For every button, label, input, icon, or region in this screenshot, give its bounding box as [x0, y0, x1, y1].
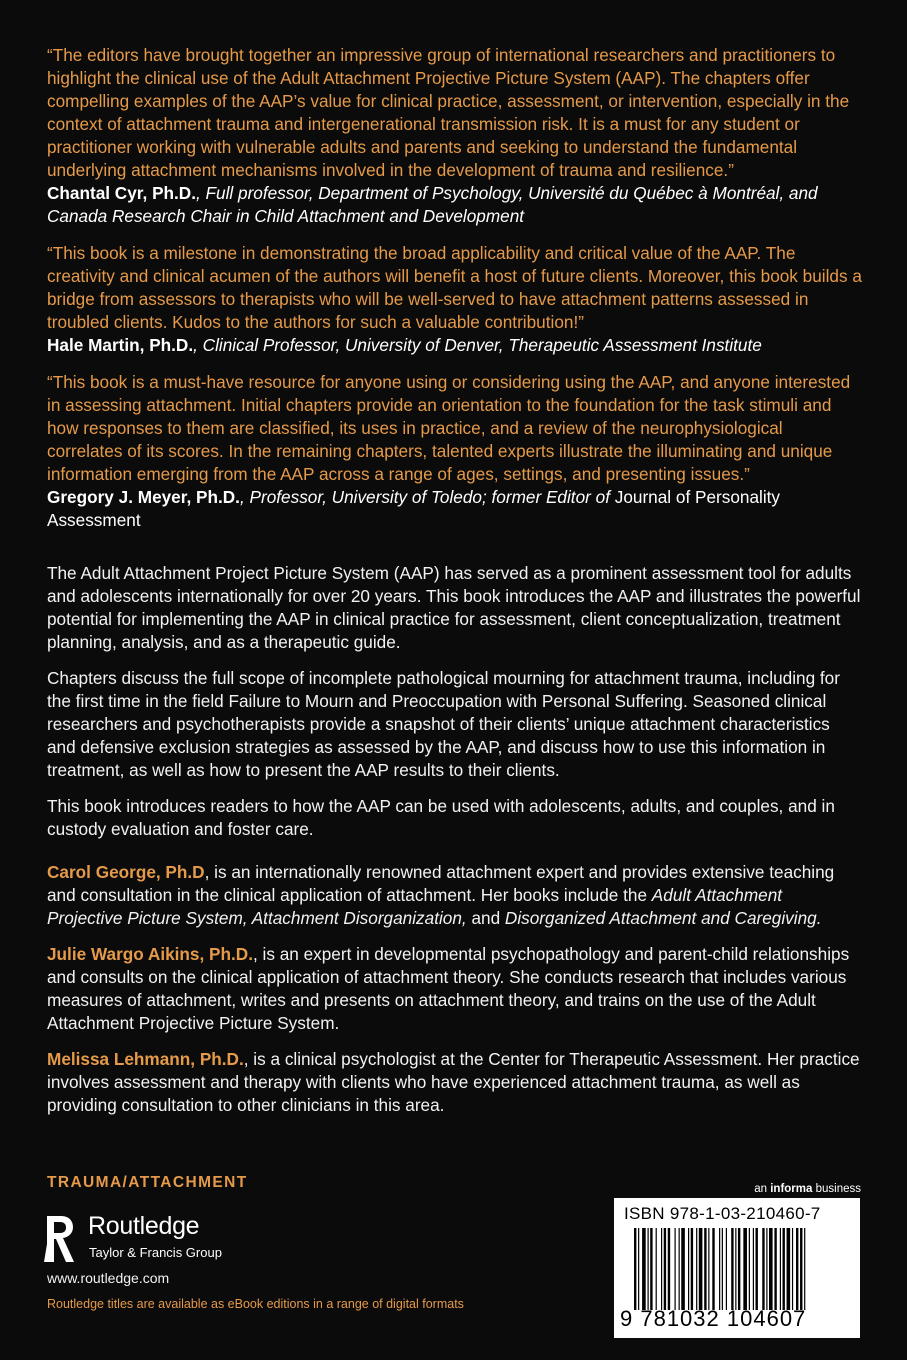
barcode-digits: 9 781032 104607: [620, 1306, 807, 1331]
blurb-journal: Journal of Personality Assessment: [47, 487, 781, 530]
barcode-bar: [679, 1228, 680, 1310]
description-paragraph: The Adult Attachment Project Picture System (AAP) has served as a prominent assessment tool for adults and adolescents internationally for over 20 years. This book introduces the AAP and illustrates the powerful potential for implementing the AAP in clinical practice for assessment, client conceptualization, treatment planning, analysis, and as a therapeutic guide.: [47, 563, 861, 652]
informa-brand: informa: [770, 1183, 813, 1195]
author-bio-text: , is an expert in developmental psychopathology and parent-child relationships and consults on the clinical application of attachment theory. She conducts research that includes various measures of attachment, writes and presents on attachment theory, and trains on the use of the Adult Attachment Projective Picture System.: [47, 944, 850, 1033]
barcode-bar: [796, 1228, 798, 1310]
barcode-bar: [650, 1228, 652, 1310]
barcode-bar: [691, 1228, 693, 1310]
author-bio-text: , is an internationally renowned attachment expert and provides extensive teaching and consultation in the clinical application of attachment. Her books include the: [47, 862, 835, 905]
barcode-bar: [749, 1228, 750, 1310]
blurb-author: Chantal Cyr, Ph.D.: [47, 183, 196, 203]
publisher-group: Taylor & Francis Group: [89, 1245, 222, 1260]
barcode-bar: [699, 1228, 703, 1310]
barcode-bar: [634, 1228, 636, 1310]
barcode: [614, 1198, 860, 1338]
barcode-bar: [648, 1228, 649, 1310]
barcode-bar: [726, 1228, 727, 1310]
description-paragraph: Chapters discuss the full scope of incomplete pathological mourning for attachment trauma, including for the first time in the field Failure to Mourn and Preoccupation with Personal Suffering. Seasoned clinical researchers and psychotherapists provide a snapshot of their clients’ unique attachment characteristics and defensive exclusion strategies as assessed by the AAP, and discuss how to use this information in treatment, as well as how to present the AAP results to their clients.: [47, 668, 840, 780]
author-name: Melissa Lehmann, Ph.D.: [47, 1049, 244, 1069]
isbn-label: ISBN 978-1-03-210460-7: [624, 1204, 821, 1223]
barcode-bar: [735, 1228, 736, 1310]
description-paragraph: This book introduces readers to how the AAP can be used with adolescents, adults, and couples, and in custody evaluation and foster care.: [47, 796, 835, 839]
author-bio-text: and: [466, 908, 505, 928]
blurb-attribution: [47, 334, 862, 357]
blurb-author: Hale Martin, Ph.D.: [47, 335, 194, 355]
informa-tagline: [754, 1183, 861, 1195]
publisher-name: Routledge: [88, 1212, 200, 1240]
publisher-website[interactable]: www.routledge.com: [47, 1270, 170, 1286]
barcode-bar: [762, 1228, 764, 1310]
barcode-bar: [638, 1228, 639, 1310]
routledge-logo-icon: [44, 1214, 76, 1264]
blurb-1: [47, 44, 862, 228]
barcode-bar: [774, 1228, 776, 1310]
informa-suffix: business: [812, 1183, 861, 1195]
barcode-bar: [664, 1228, 666, 1310]
barcode-bar: [688, 1228, 689, 1310]
barcode-bar: [787, 1228, 791, 1310]
barcode-bar: [708, 1228, 709, 1310]
author-bio: [47, 943, 862, 1035]
barcode-bar: [668, 1228, 670, 1310]
book-title: Disorganized Attachment and Caregiving.: [504, 908, 822, 928]
barcode-bar: [792, 1228, 793, 1310]
back-cover-content: [47, 44, 862, 1130]
blurb-affiliation: , Professor, University of Toledo; former Editor of: [239, 487, 615, 507]
barcode-bar: [738, 1228, 740, 1310]
barcode-bar: [696, 1228, 697, 1310]
barcode-bar: [719, 1228, 720, 1310]
blurb-quote: “This book is a milestone in demonstrating the broad applicability and critical value of the AAP. The creativity and clinical acumen of the authors will benefit a host of future clients. Moreover, this book builds a bridge from assessors to therapists who will be well-served to have attachment patterns assessed in troubled clients. Kudos to the authors for such a valuable contribution!”: [47, 243, 862, 332]
blurb-affiliation: , Clinical Professor, University of Denver, Therapeutic Assessment Institute: [193, 335, 762, 355]
author-bio: [47, 1048, 862, 1117]
barcode-bar: [712, 1228, 714, 1310]
blurb-attribution: [47, 486, 862, 532]
barcode-bar: [756, 1228, 758, 1310]
barcode-bar: [675, 1228, 676, 1310]
blurb-3: [47, 371, 862, 532]
barcode-bar: [783, 1228, 785, 1310]
author-bio-text: , is a clinical psychologist at the Center for Therapeutic Assessment. Her practice involves assessment and therapy with clients who have experienced attachment trauma, as well as providing consultation to other clinicians in this area.: [47, 1049, 860, 1115]
ebook-note: Routledge titles are available as eBook editions in a range of digital formats: [47, 1297, 464, 1311]
barcode-bar: [804, 1228, 805, 1310]
author-name: Julie Wargo Aikins, Ph.D.: [47, 944, 253, 964]
barcode-bar: [722, 1228, 723, 1310]
barcode-bars-icon: [634, 1228, 848, 1310]
barcode-bar: [642, 1228, 646, 1310]
barcode-bar: [681, 1228, 685, 1310]
barcode-bar: [753, 1228, 754, 1310]
barcode-bar: [743, 1228, 747, 1310]
subject-category: TRAUMA/ATTACHMENT: [47, 1174, 248, 1191]
barcode-bar: [661, 1228, 662, 1310]
blurb-author: Gregory J. Meyer, Ph.D.: [47, 487, 240, 507]
barcode-bar: [780, 1228, 781, 1310]
blurb-affiliation: , Full professor, Department of Psychology, Université du Québec à Montréal, and Canada Research Chair in Child Attachment and Development: [47, 183, 818, 226]
barcode-bar: [769, 1228, 773, 1310]
barcode-bar: [704, 1228, 706, 1310]
barcode-bar: [656, 1228, 657, 1310]
barcode-bar: [731, 1228, 733, 1310]
publisher-logo: [44, 1212, 244, 1266]
barcode-bar: [800, 1228, 802, 1310]
barcode-bar: [766, 1228, 767, 1310]
author-name: Carol George, Ph.D: [47, 862, 205, 882]
blurb-2: [47, 242, 862, 357]
blurb-attribution: [47, 182, 862, 228]
blurb-quote: “This book is a must-have resource for anyone using or considering using the AAP, and anyone interested in assessing attachment. Initial chapters provide an orientation to the foundation for the task stimuli and how responses to them are classified, its uses in practice, and a review of the neurophysiological correlates of its scores. In the remaining chapters, talented experts illustrate the illuminating and unique information emerging from the AAP across a range of ages, settings, and presenting issues.”: [47, 372, 851, 484]
author-bio: [47, 861, 862, 930]
book-title: Adult Attachment Projective Picture System, Attachment Disorganization,: [47, 885, 783, 928]
informa-prefix: an: [754, 1183, 771, 1195]
blurb-quote: “The editors have brought together an impressive group of international researchers and practitioners to highlight the clinical use of the Adult Attachment Projective Picture System (AAP). The chapters offer compelling examples of the AAP’s value for clinical practice, assessment, or intervention, especially in the context of attachment trauma and intergenerational transmission risk. It is a must for any student or practitioner working with vulnerable adults and parents and seeking to understand the fundamental underlying attachment mechanisms involved in the development of trauma and resilience.”: [47, 45, 850, 180]
